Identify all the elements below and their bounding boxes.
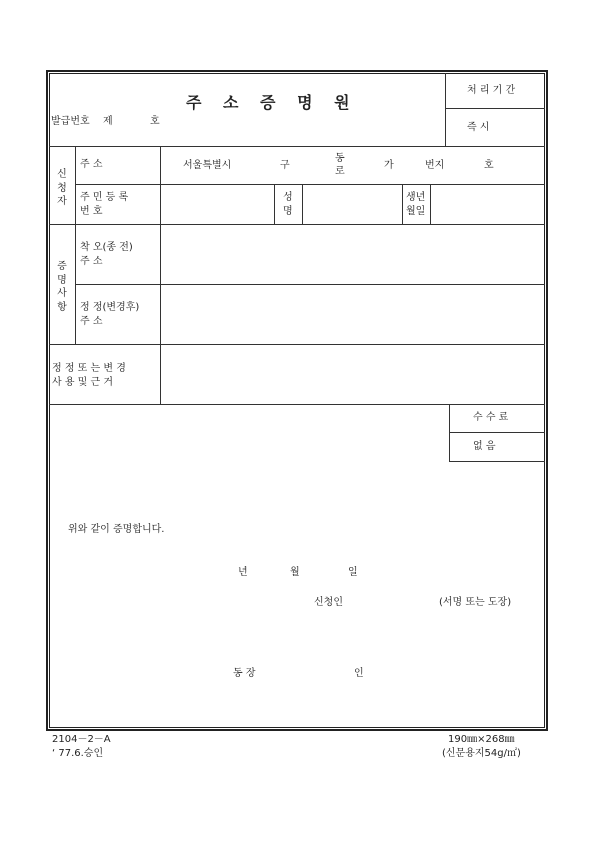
paper-spec: (신문용지54g/㎡) xyxy=(442,748,521,759)
form-inner-border xyxy=(49,73,545,728)
reason-label-line1: 정 정 또 는 변 경 xyxy=(52,363,126,374)
rrn-label-line2: 번 호 xyxy=(80,206,103,217)
processing-period-value: 즉 시 xyxy=(467,122,490,133)
dongjang-label: 동 장 xyxy=(233,668,256,679)
address-gu: 구 xyxy=(280,160,290,171)
address-dong: 동 xyxy=(335,153,345,164)
address-ho: 호 xyxy=(484,160,494,171)
after-address-label-line1: 정 정(변경후) xyxy=(80,302,140,313)
address-label: 주 소 xyxy=(80,159,103,170)
signature-note: (서명 또는 도장) xyxy=(439,597,512,608)
approval-note: ‘ 77.6.승인 xyxy=(52,748,104,759)
applicant-signature-label: 신청인 xyxy=(314,597,343,608)
name-label-line1: 성 xyxy=(283,192,293,203)
after-address-label-line2: 주 소 xyxy=(80,316,103,327)
issue-number-je: 제 xyxy=(103,116,113,127)
reason-label-line2: 사 용 및 근 거 xyxy=(52,377,114,388)
issue-number-ho: 호 xyxy=(150,116,160,127)
seal-mark: 인 xyxy=(354,668,364,679)
certification-statement: 위와 같이 증명합니다. xyxy=(68,524,165,535)
address-beonji: 번지 xyxy=(425,160,445,171)
document-title: 주 소 증 명 원 xyxy=(186,93,358,112)
address-ga: 가 xyxy=(384,160,394,171)
date-month: 월 xyxy=(290,567,300,578)
rrn-label-line1: 주 민 등 록 xyxy=(80,192,129,203)
birth-label-line2: 월일 xyxy=(406,206,426,217)
applicant-section-label: 신청자 xyxy=(57,169,67,207)
birth-label-line1: 생년 xyxy=(406,192,426,203)
date-day: 일 xyxy=(348,567,358,578)
fee-value: 없 음 xyxy=(473,441,496,452)
name-label-line2: 명 xyxy=(283,206,293,217)
paper-size: 190㎜×268㎜ xyxy=(448,734,515,745)
address-ro: 로 xyxy=(335,166,345,177)
address-city: 서울특별시 xyxy=(183,160,232,171)
form-code: 2104－2－A xyxy=(52,734,111,745)
proof-section-label: 증명사항 xyxy=(57,261,67,313)
issue-number-label: 발급번호 xyxy=(51,116,90,127)
before-address-label-line2: 주 소 xyxy=(80,256,103,267)
fee-label: 수 수 료 xyxy=(473,412,509,423)
date-year: 년 xyxy=(238,567,248,578)
before-address-label-line1: 착 오(종 전) xyxy=(80,242,133,253)
processing-period-label: 처 리 기 간 xyxy=(467,85,516,96)
